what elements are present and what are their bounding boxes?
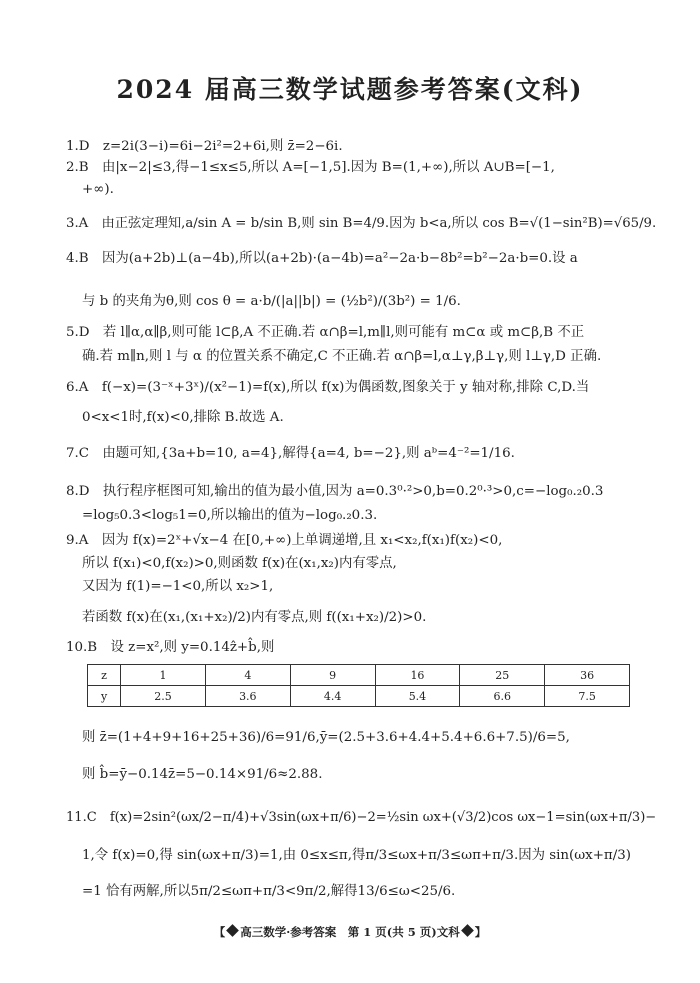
answer-4-line-1: 4.B 因为(a+2b)⊥(a−4b),所以(a+2b)·(a−4b)=a²−2a·b−8b²=b²−2a·b=0.设 a <box>66 251 578 266</box>
answer-9-line-2: 所以 f(x₁)<0,f(x₂)>0,则函数 f(x)在(x₁,x₂)内有零点, <box>82 556 397 571</box>
answer-4-line-2: 与 b 的夹角为θ,则 cos θ = a·b/(|a||b|) = (½b²)/(3b²) = 1/6. <box>82 294 461 309</box>
table-cell: 9 <box>290 665 375 686</box>
answer-10-line-2: 则 z̄=(1+4+9+16+25+36)/6=91/6,ȳ=(2.5+3.6+4.4+5.4+6.6+7.5)/6=5, <box>82 730 570 745</box>
table-cell: 25 <box>460 665 545 686</box>
answer-5-line-1: 5.D 若 l∥α,α∥β,则可能 l⊂β,A 不正确.若 α∩β=l,m∥l,则可能有 m⊂α 或 m⊂β,B 不正 <box>66 325 585 340</box>
footer-left-bracket: 【 <box>213 925 226 939</box>
table-cell: 3.6 <box>205 686 290 707</box>
answer-9-line-3: 又因为 f(1)=−1<0,所以 x₂>1, <box>82 579 274 594</box>
table-row-z <box>88 665 630 686</box>
answer-11-line-2: 1,令 f(x)=0,得 sin(ωx+π/3)=1,由 0≤x≤π,得π/3≤ωx+π/3≤ωπ+π/3.因为 sin(ωx+π/3) <box>82 848 631 863</box>
answer-1-line-1: 1.D z=2i(3−i)=6i−2i²=2+6i,则 z̄=2−6i. <box>66 139 343 154</box>
answer-2-line-2: +∞). <box>82 182 114 197</box>
answer-7-line-1: 7.C 由题可知,{3a+b=10, a=4},解得{a=4, b=−2},则 aᵇ=4⁻²=1/16. <box>66 446 515 461</box>
answer-2-line-1: 2.B 由|x−2|≤3,得−1≤x≤5,所以 A=[−1,5].因为 B=(1,+∞),所以 A∪B=[−1, <box>66 160 555 175</box>
table-cell: 16 <box>375 665 460 686</box>
table-cell: 4 <box>205 665 290 686</box>
table-cell: z <box>88 665 121 686</box>
answer-9-line-1: 9.A 因为 f(x)=2ˣ+√x−4 在[0,+∞)上单调递增,且 x₁<x₂,f(x₁)f(x₂)<0, <box>66 533 503 548</box>
table-row-y <box>88 686 630 707</box>
table-cell: y <box>88 686 121 707</box>
table-cell: 5.4 <box>375 686 460 707</box>
answer-3-line-1: 3.A 由正弦定理知,a/sin A = b/sin B,则 sin B=4/9.因为 b<a,所以 cos B=√(1−sin²B)=√65/9. <box>66 216 657 231</box>
answer-11-line-1: 11.C f(x)=2sin²(ωx/2−π/4)+√3sin(ωx+π/6)−2=½sin ωx+(√3/2)cos ωx−1=sin(ωx+π/3)− <box>66 810 657 825</box>
table-cell: 2.5 <box>121 686 206 707</box>
table-cell: 4.4 <box>290 686 375 707</box>
table-cell: 7.5 <box>545 686 630 707</box>
data-table <box>87 664 630 707</box>
table-cell: 1 <box>121 665 206 686</box>
answer-5-line-2: 确.若 m∥n,则 l 与 α 的位置关系不确定,C 不正确.若 α∩β=l,α⊥γ,β⊥γ,则 l⊥γ,D 正确. <box>82 349 602 364</box>
page-title: 2024 届高三数学试题参考答案(文科) <box>116 75 584 104</box>
answer-11-line-3: =1 恰有两解,所以5π/2≤ωπ+π/3<9π/2,解得13/6≤ω<25/6. <box>82 884 456 899</box>
table-cell: 36 <box>545 665 630 686</box>
answer-8-line-1: 8.D 执行程序框图可知,输出的值为最小值,因为 a=0.3⁰·²>0,b=0.2⁰·³>0,c=−log₀.₂0.3 <box>66 484 604 499</box>
footer-right-bracket: 】 <box>474 925 487 939</box>
answer-6-line-2: 0<x<1时,f(x)<0,排除 B.故选 A. <box>82 410 284 425</box>
page-footer <box>0 924 700 940</box>
answer-10-line-1: 10.B 设 z=x²,则 y=0.14ẑ+b̂,则 <box>66 640 275 655</box>
answer-6-line-1: 6.A f(−x)=(3⁻ˣ+3ˣ)/(x²−1)=f(x),所以 f(x)为偶函数,图象关于 y 轴对称,排除 C,D.当 <box>66 380 590 395</box>
answer-10-line-3: 则 b̂=ȳ−0.14z̄=5−0.14×91/6≈2.88. <box>82 767 323 782</box>
answer-9-line-4: 若函数 f(x)在(x₁,(x₁+x₂)/2)内有零点,则 f((x₁+x₂)/2)>0. <box>82 610 427 625</box>
answer-8-line-2: =log₅0.3<log₅1=0,所以输出的值为−log₀.₂0.3. <box>82 508 378 523</box>
diamond-icon <box>461 924 474 937</box>
footer-text: 高三数学·参考答案 第 1 页(共 5 页)文科 <box>240 925 460 939</box>
table-cell: 6.6 <box>460 686 545 707</box>
diamond-icon <box>226 924 239 937</box>
